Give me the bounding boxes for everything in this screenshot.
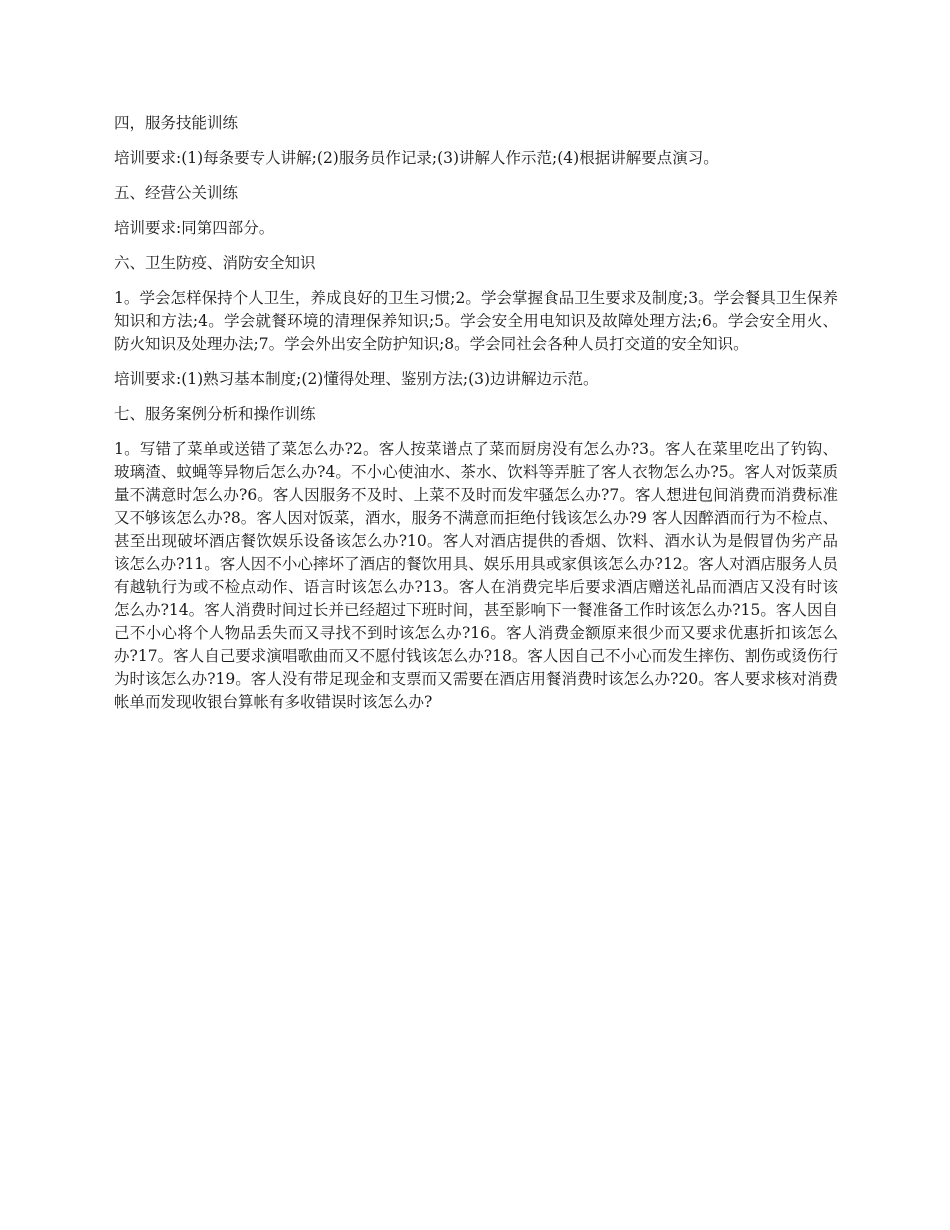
heading-service-skills: 四，服务技能训练 <box>114 114 239 132</box>
heading-business-pr: 五、经营公关训练 <box>114 184 239 202</box>
document-body <box>114 112 838 726</box>
hygiene-safety-items: 1。学会怎样保持个人卫生，养成良好的卫生习惯;2。学会掌握食品卫生要求及制度;3。学会餐具卫生保养知识和方法;4。学会就餐环境的清理保养知识;5。学会安全用电知识及故障处理方法;6。学会安全用火、防火知识及处理办法;7。学会外出安全防护知识;8。学会同社会各种人员打交道的安全知识。 <box>114 289 838 353</box>
heading-hygiene-fire-safety: 六、卫生防疫、消防安全知识 <box>114 254 316 272</box>
heading-case-analysis: 七、服务案例分析和操作训练 <box>114 405 316 423</box>
training-requirement-service-skills: 培训要求:(1)每条要专人讲解;(2)服务员作记录;(3)讲解人作示范;(4)根据讲解要点演习。 <box>114 149 719 167</box>
training-requirement-business-pr: 培训要求:同第四部分。 <box>114 219 275 237</box>
case-analysis-items: 1。写错了菜单或送错了菜怎么办?2。客人按菜谱点了菜而厨房没有怎么办?3。客人在菜里吃出了钓钩、玻璃渣、蚊蝇等异物后怎么办?4。不小心使油水、茶水、饮料等弄脏了客人衣物怎么办?5。客人对饭菜质量不满意时怎么办?6。客人因服务不及时、上菜不及时而发牢骚怎么办?7。客人想进包间消费而消费标准又不够该怎么办?8。客人因对饭菜，酒水，服务不满意而拒绝付钱该怎么办?9 客人因醉酒而行为不检点、甚至出现破坏酒店餐饮娱乐设备该怎么办?10。客人对酒店提供的香烟、饮料、酒水认为是假冒伪劣产品该怎么办?11。客人因不小心摔坏了酒店的餐饮用具、娱乐用具或家俱该怎么办?12。客人对酒店服务人员有越轨行为或不检点动作、语言时该怎么办?13。客人在消费完毕后要求酒店赠送礼品而酒店又没有时该怎么办?14。客人消费时间过长并已经超过下班时间，甚至影响下一餐准备工作时该怎么办?15。客人因自己不小心将个人物品丢失而又寻找不到时该怎么办?16。客人消费金额原来很少而又要求优惠折扣该怎么办?17。客人自己要求演唱歌曲而又不愿付钱该怎么办?18。客人因自己不小心而发生摔伤、割伤或烫伤行为时该怎么办?19。客人没有带足现金和支票而又需要在酒店用餐消费时该怎么办?20。客人要求核对消费帐单而发现收银台算帐有多收错误时该怎么办? <box>114 440 838 711</box>
training-requirement-hygiene-safety: 培训要求:(1)熟习基本制度;(2)懂得处理、鉴别方法;(3)边讲解边示范。 <box>114 370 599 388</box>
